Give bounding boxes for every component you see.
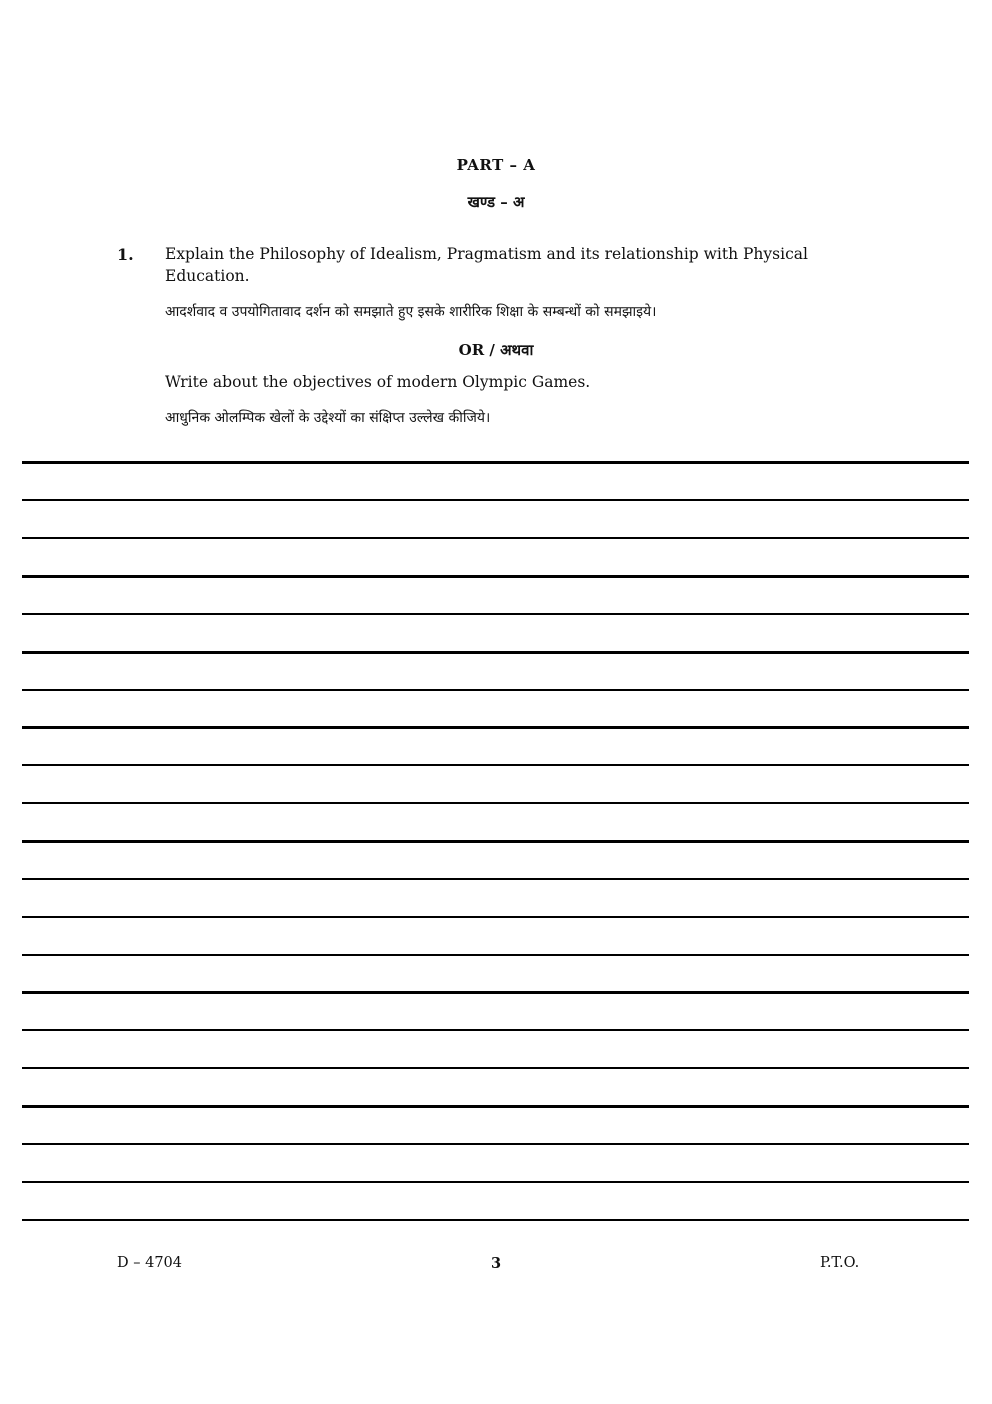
answer-line bbox=[22, 1029, 969, 1031]
answer-line bbox=[22, 726, 969, 729]
part-heading-hindi: खण्ड – अ bbox=[467, 193, 525, 211]
pto-label: P.T.O. bbox=[820, 1255, 860, 1271]
answer-line bbox=[22, 1143, 969, 1145]
question-text-english: Explain the Philosophy of Idealism, Pragmatism and its relationship with Physical Education. bbox=[165, 245, 808, 285]
alternative-question-english: Write about the objectives of modern Olympic Games. bbox=[165, 373, 591, 391]
alternative-question-hindi: आधुनिक ओलम्पिक खेलों के उद्देश्यों का संक्षिप्त उल्लेख कीजिये। bbox=[165, 410, 491, 426]
answer-line bbox=[22, 840, 969, 843]
answer-line bbox=[22, 1181, 969, 1183]
answer-line bbox=[22, 1105, 969, 1108]
answer-line bbox=[22, 878, 969, 880]
answer-line bbox=[22, 916, 969, 918]
or-label: OR / अथवा bbox=[458, 341, 534, 359]
answer-line bbox=[22, 991, 969, 994]
answer-line bbox=[22, 651, 969, 654]
answer-line bbox=[22, 1219, 969, 1221]
answer-line bbox=[22, 613, 969, 615]
answer-line bbox=[22, 802, 969, 804]
paper-code: D – 4704 bbox=[117, 1255, 182, 1271]
part-heading: PART – A bbox=[456, 156, 536, 174]
question-number: 1. bbox=[117, 245, 134, 264]
page-number: 3 bbox=[490, 1255, 502, 1272]
question-text-hindi: आदर्शवाद व उपयोगितावाद दर्शन को समझाते हुए इसके शारीरिक शिक्षा के सम्बन्धों को समझाइये। bbox=[165, 304, 657, 320]
answer-line bbox=[22, 764, 969, 766]
answer-line bbox=[22, 461, 969, 464]
answer-line bbox=[22, 575, 969, 578]
answer-line bbox=[22, 537, 969, 539]
answer-line bbox=[22, 499, 969, 501]
answer-line bbox=[22, 954, 969, 956]
answer-line bbox=[22, 1067, 969, 1069]
answer-line bbox=[22, 689, 969, 691]
